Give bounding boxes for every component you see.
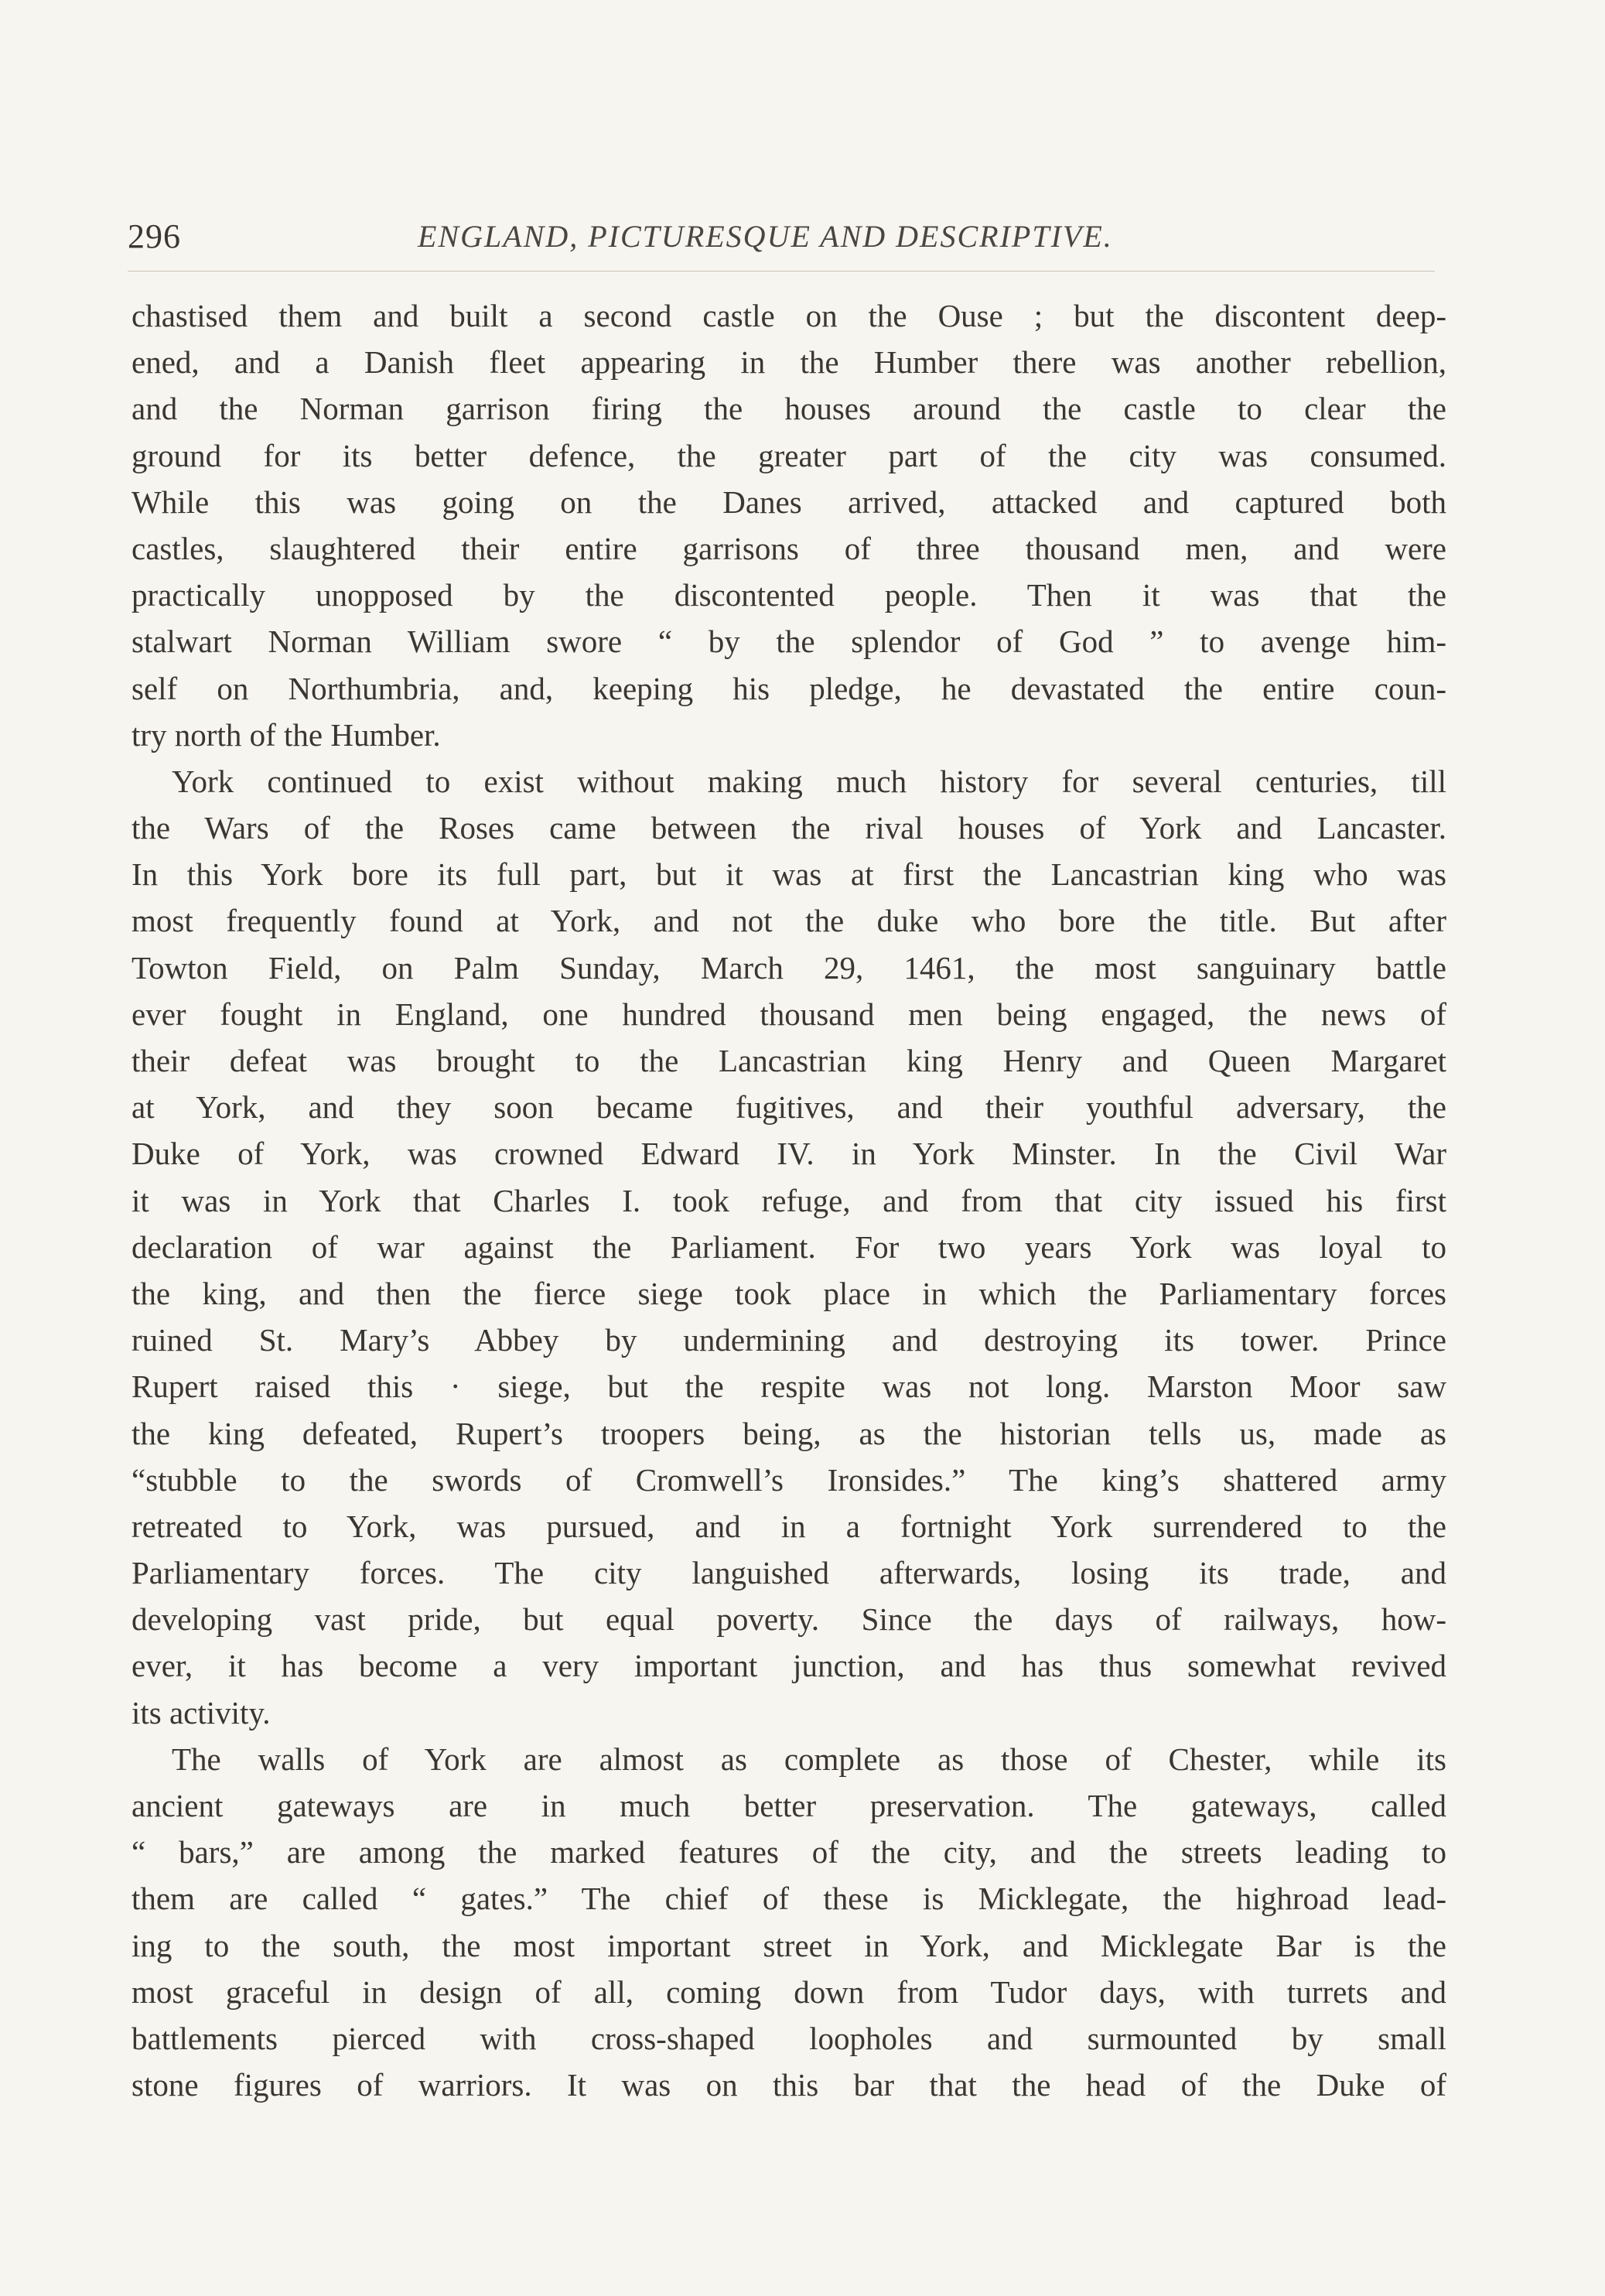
text-line: In this York bore its full part, but it was at first the Lancastrian king who was <box>131 856 1446 893</box>
text-line: most graceful in design of all, coming down from Tudor days, with turrets and <box>131 1973 1446 2010</box>
text-line: practically unopposed by the discontented people. Then it was that the <box>131 577 1446 613</box>
text-line: most frequently found at York, and not the duke who bore the title. But after <box>131 903 1446 939</box>
text-line: them are called “ gates.” The chief of these is Micklegate, the highroad lead- <box>131 1881 1446 1917</box>
running-head <box>128 217 1443 263</box>
text-line: Parliamentary forces. The city languished afterwards, losing its trade, and <box>131 1555 1446 1591</box>
text-line: the Wars of the Roses came between the rival houses of York and Lancaster. <box>131 810 1446 846</box>
text-line: ancient gateways are in much better preservation. The gateways, called <box>131 1788 1446 1823</box>
text-line: ruined St. Mary’s Abbey by undermining and destroying its tower. Prince <box>131 1322 1446 1358</box>
text-line: Rupert raised this · siege, but the respite was not long. Marston Moor saw <box>131 1368 1446 1405</box>
text-line: ground for its better defence, the greater part of the city was consumed. <box>131 437 1446 473</box>
text-line: developing vast pride, but equal poverty. Since the days of railways, how- <box>131 1601 1446 1638</box>
text-line: the king defeated, Rupert’s troopers being, as the historian tells us, made as <box>131 1415 1446 1451</box>
text-line: “stubble to the swords of Cromwell’s Ironsides.” The king’s shattered army <box>131 1461 1446 1498</box>
text-line: battlements pierced with cross-shaped loopholes and surmounted by small <box>131 2020 1446 2056</box>
body-text <box>131 292 1446 2108</box>
text-line: the king, and then the fierce siege took place in which the Parliamentary forces <box>131 1275 1446 1311</box>
text-line: try north of the Humber. <box>131 716 441 753</box>
text-line: declaration of war against the Parliament. For two years York was loyal to <box>131 1228 1446 1265</box>
text-line: ened, and a Danish fleet appearing in the Humber there was another rebellion, <box>131 344 1446 381</box>
text-line: castles, slaughtered their entire garrisons of three thousand men, and were <box>131 530 1446 566</box>
text-line: and the Norman garrison firing the houses around the castle to clear the <box>131 391 1446 427</box>
text-line: “ bars,” are among the marked features of the city, and the streets leading to <box>131 1834 1446 1871</box>
text-line: stone figures of warriors. It was on this bar that the head of the Duke of <box>131 2067 1446 2103</box>
text-line: self on Northumbria, and, keeping his pledge, he devastated the entire coun- <box>131 670 1446 706</box>
header-rule <box>128 271 1435 272</box>
text-line: ing to the south, the most important street in York, and Micklegate Bar is the <box>131 1927 1446 1963</box>
text-line: While this was going on the Danes arrived, attacked and captured both <box>131 483 1446 520</box>
text-line: retreated to York, was pursued, and in a fortnight York surrendered to the <box>131 1508 1446 1544</box>
page-number: 296 <box>128 217 181 255</box>
text-line: stalwart Norman William swore “ by the splendor of God ” to avenge him- <box>131 624 1446 660</box>
text-line: chastised them and built a second castle on the Ouse ; but the discontent deep- <box>131 298 1446 333</box>
text-line: it was in York that Charles I. took refuge, and from that city issued his first <box>131 1182 1446 1218</box>
text-line: their defeat was brought to the Lancastrian king Henry and Queen Margaret <box>131 1043 1446 1078</box>
text-line: ever, it has become a very important junction, and has thus somewhat revived <box>131 1648 1446 1684</box>
text-line: York continued to exist without making much history for several centuries, till <box>172 763 1446 799</box>
running-title: ENGLAND, PICTURESQUE AND DESCRIPTIVE. <box>418 219 1113 254</box>
text-line: its activity. <box>131 1694 271 1731</box>
text-line: Duke of York, was crowned Edward IV. in York Minster. In the Civil War <box>131 1136 1446 1172</box>
text-line: The walls of York are almost as complete as those of Chester, while its <box>172 1741 1446 1777</box>
text-line: at York, and they soon became fugitives, and their youthful adversary, the <box>131 1089 1446 1126</box>
text-line: Towton Field, on Palm Sunday, March 29, 1461, the most sanguinary battle <box>131 949 1446 986</box>
text-line: ever fought in England, one hundred thousand men being engaged, the news of <box>131 996 1446 1032</box>
